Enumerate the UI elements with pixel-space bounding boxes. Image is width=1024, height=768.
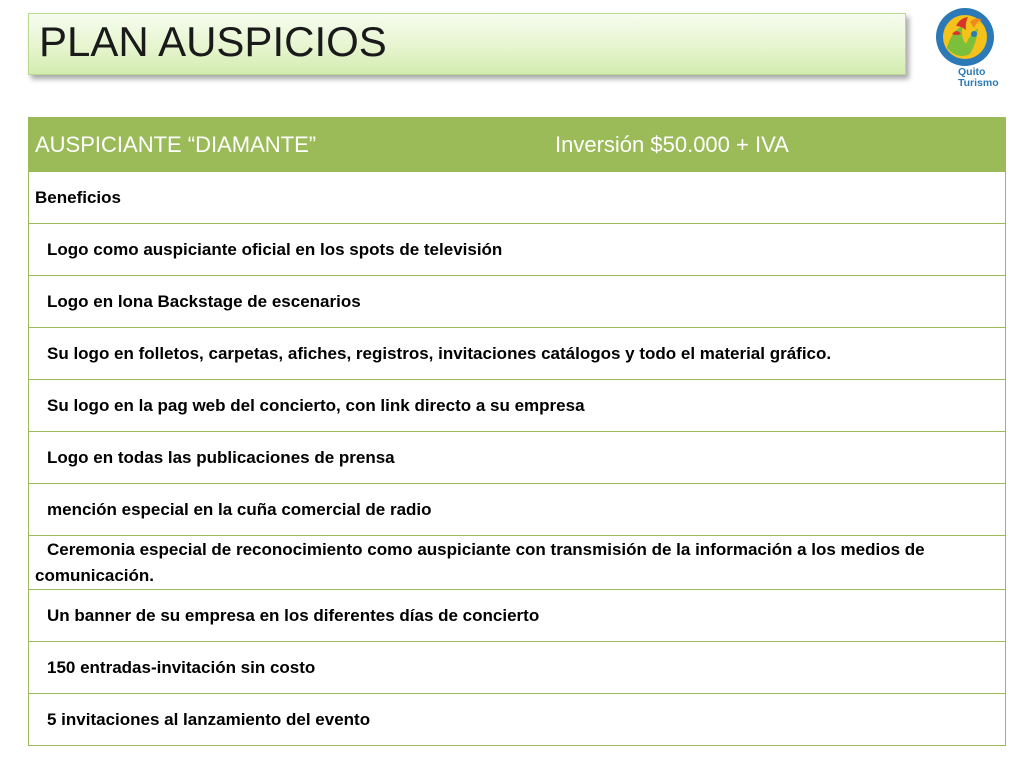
title-box (28, 13, 906, 75)
benefit-item: Su logo en la pag web del concierto, con link directo a su empresa (29, 380, 1006, 432)
benefit-item-text: Ceremonia especial de reconocimiento como auspiciante con transmisión de la información a los medios de comunicación. (35, 539, 925, 585)
sponsor-tier-label: AUSPICIANTE “DIAMANTE” (35, 131, 317, 157)
table-row (29, 590, 1006, 642)
table-row (29, 642, 1006, 694)
benefit-item: Su logo en folletos, carpetas, afiches, registros, invitaciones catálogos y todo el material gráfico. (29, 328, 1006, 380)
table-header-cell (29, 118, 1006, 172)
table-subheader-row (29, 172, 1006, 224)
benefit-item: Logo en lona Backstage de escenarios (29, 276, 1006, 328)
sponsorship-table (28, 117, 1006, 746)
benefit-item-multiline (29, 536, 1006, 590)
logo-line-2: Turismo (958, 77, 999, 89)
logo-line-1: Quito (958, 66, 986, 78)
slide-title: PLAN AUSPICIOS (39, 18, 387, 65)
table-row (29, 276, 1006, 328)
table-row (29, 328, 1006, 380)
logo-emblem-icon (930, 4, 1012, 68)
investment-label: Inversión $50.000 + IVA (555, 131, 789, 157)
table-row (29, 224, 1006, 276)
quito-turismo-logo (930, 4, 1012, 96)
benefits-heading: Beneficios (29, 172, 1006, 224)
table-header-row (29, 118, 1006, 172)
benefit-item: 150 entradas-invitación sin costo (29, 642, 1006, 694)
logo-wordmark (958, 67, 999, 89)
table-row (29, 484, 1006, 536)
benefit-item: mención especial en la cuña comercial de radio (29, 484, 1006, 536)
benefit-item: 5 invitaciones al lanzamiento del evento (29, 694, 1006, 746)
table-row (29, 536, 1006, 590)
table-row (29, 694, 1006, 746)
benefit-item: Logo como auspiciante oficial en los spots de televisión (29, 224, 1006, 276)
benefit-item: Un banner de su empresa en los diferentes días de concierto (29, 590, 1006, 642)
table-row (29, 432, 1006, 484)
benefit-item: Logo en todas las publicaciones de prensa (29, 432, 1006, 484)
table-row (29, 380, 1006, 432)
